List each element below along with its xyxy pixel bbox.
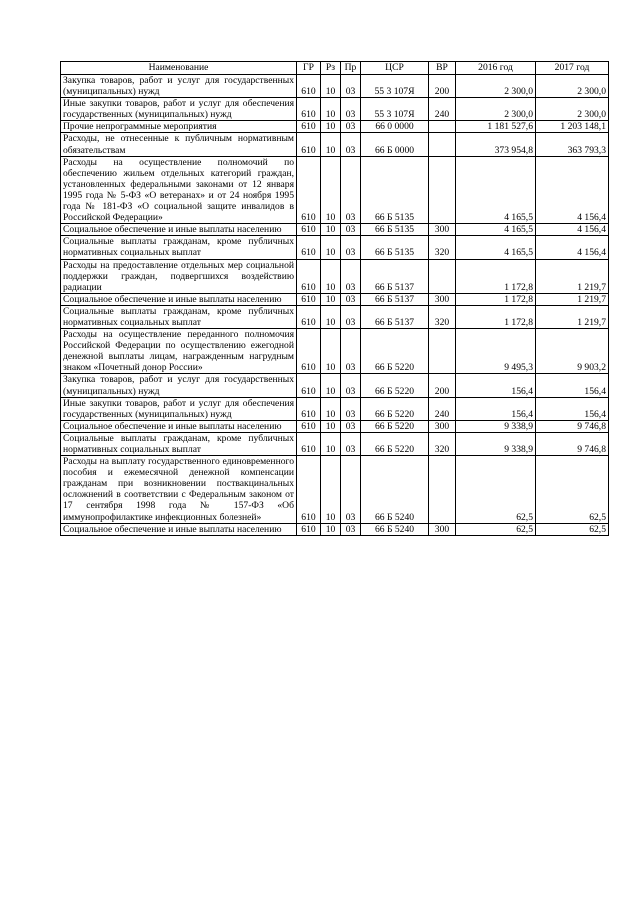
cell-csr: 66 Б 0000 xyxy=(361,133,429,156)
cell-vr: 200 xyxy=(429,75,456,98)
cell-rz: 10 xyxy=(321,523,341,535)
cell-pr: 03 xyxy=(341,420,361,432)
cell-gr: 610 xyxy=(297,259,321,293)
cell-2017: 1 219,7 xyxy=(536,305,609,328)
cell-gr: 610 xyxy=(297,98,321,121)
cell-name: Социальные выплаты гражданам, кроме публичных нормативных социальных выплат xyxy=(61,305,297,328)
table-row xyxy=(61,329,609,374)
cell-pr: 03 xyxy=(341,305,361,328)
cell-2016: 62,5 xyxy=(456,456,536,524)
cell-name: Социальное обеспечение и иные выплаты населению xyxy=(61,293,297,305)
cell-csr: 55 3 107Я xyxy=(361,75,429,98)
cell-csr: 66 Б 5135 xyxy=(361,156,429,224)
cell-pr: 03 xyxy=(341,456,361,524)
cell-vr xyxy=(429,121,456,133)
cell-pr: 03 xyxy=(341,293,361,305)
cell-gr: 610 xyxy=(297,236,321,259)
cell-2016: 9 338,9 xyxy=(456,432,536,455)
cell-vr xyxy=(429,133,456,156)
table-row xyxy=(61,98,609,121)
cell-vr: 320 xyxy=(429,236,456,259)
cell-2016: 156,4 xyxy=(456,397,536,420)
cell-2017: 1 219,7 xyxy=(536,293,609,305)
cell-name: Социальные выплаты гражданам, кроме публичных нормативных социальных выплат xyxy=(61,236,297,259)
table-row xyxy=(61,397,609,420)
header-vr: ВР xyxy=(429,62,456,75)
cell-2017: 9 746,8 xyxy=(536,432,609,455)
cell-gr: 610 xyxy=(297,456,321,524)
cell-name: Расходы на выплату государственного единовременного пособия и ежемесячной денежной компенсации гражданам при возникновении поствакцинальных осложнений в соответствии с Федеральным законом от 17 сентября 1998 года № 157-ФЗ «Об иммунопрофилактике инфекционных болезней» xyxy=(61,456,297,524)
cell-name: Социальное обеспечение и иные выплаты населению xyxy=(61,523,297,535)
cell-csr: 66 Б 5137 xyxy=(361,305,429,328)
cell-name: Социальное обеспечение и иные выплаты населению xyxy=(61,224,297,236)
cell-gr: 610 xyxy=(297,293,321,305)
cell-pr: 03 xyxy=(341,523,361,535)
cell-2016: 4 165,5 xyxy=(456,236,536,259)
cell-vr xyxy=(429,259,456,293)
cell-2017: 2 300,0 xyxy=(536,98,609,121)
cell-2016: 62,5 xyxy=(456,523,536,535)
cell-gr: 610 xyxy=(297,374,321,397)
document-page xyxy=(60,61,608,536)
header-name: Наименование xyxy=(61,62,297,75)
cell-gr: 610 xyxy=(297,420,321,432)
cell-2017: 4 156,4 xyxy=(536,156,609,224)
cell-2016: 9 495,3 xyxy=(456,329,536,374)
cell-2016: 1 181 527,6 xyxy=(456,121,536,133)
cell-pr: 03 xyxy=(341,75,361,98)
cell-name: Социальные выплаты гражданам, кроме публичных нормативных социальных выплат xyxy=(61,432,297,455)
cell-vr: 240 xyxy=(429,98,456,121)
cell-name: Закупка товаров, работ и услуг для государственных (муниципальных) нужд xyxy=(61,75,297,98)
cell-rz: 10 xyxy=(321,374,341,397)
cell-gr: 610 xyxy=(297,432,321,455)
cell-vr xyxy=(429,156,456,224)
table-row xyxy=(61,523,609,535)
table-row xyxy=(61,75,609,98)
cell-pr: 03 xyxy=(341,133,361,156)
cell-rz: 10 xyxy=(321,75,341,98)
cell-2016: 1 172,8 xyxy=(456,259,536,293)
table-header-row xyxy=(61,62,609,75)
cell-2016: 2 300,0 xyxy=(456,98,536,121)
table-body xyxy=(61,75,609,536)
cell-rz: 10 xyxy=(321,224,341,236)
table-row xyxy=(61,420,609,432)
table-row xyxy=(61,224,609,236)
table-row xyxy=(61,456,609,524)
cell-vr: 300 xyxy=(429,523,456,535)
cell-gr: 610 xyxy=(297,523,321,535)
cell-gr: 610 xyxy=(297,224,321,236)
cell-gr: 610 xyxy=(297,133,321,156)
cell-2016: 1 172,8 xyxy=(456,305,536,328)
cell-rz: 10 xyxy=(321,98,341,121)
cell-rz: 10 xyxy=(321,305,341,328)
cell-name: Прочие непрограммные мероприятия xyxy=(61,121,297,133)
table-row xyxy=(61,121,609,133)
cell-csr: 66 Б 5220 xyxy=(361,420,429,432)
cell-pr: 03 xyxy=(341,432,361,455)
cell-csr: 66 Б 5135 xyxy=(361,224,429,236)
table-row xyxy=(61,432,609,455)
cell-csr: 66 Б 5220 xyxy=(361,329,429,374)
cell-vr: 300 xyxy=(429,420,456,432)
cell-vr xyxy=(429,456,456,524)
cell-gr: 610 xyxy=(297,121,321,133)
cell-pr: 03 xyxy=(341,374,361,397)
cell-vr xyxy=(429,329,456,374)
cell-csr: 55 3 107Я xyxy=(361,98,429,121)
cell-rz: 10 xyxy=(321,259,341,293)
cell-rz: 10 xyxy=(321,156,341,224)
cell-2017: 4 156,4 xyxy=(536,224,609,236)
cell-rz: 10 xyxy=(321,432,341,455)
cell-vr: 300 xyxy=(429,293,456,305)
cell-2016: 156,4 xyxy=(456,374,536,397)
cell-name: Социальное обеспечение и иные выплаты населению xyxy=(61,420,297,432)
cell-csr: 66 Б 5135 xyxy=(361,236,429,259)
cell-csr: 66 Б 5220 xyxy=(361,432,429,455)
header-2016: 2016 год xyxy=(456,62,536,75)
cell-2016: 4 165,5 xyxy=(456,156,536,224)
cell-2016: 1 172,8 xyxy=(456,293,536,305)
cell-pr: 03 xyxy=(341,121,361,133)
cell-rz: 10 xyxy=(321,456,341,524)
cell-csr: 66 Б 5220 xyxy=(361,374,429,397)
cell-2017: 156,4 xyxy=(536,397,609,420)
cell-2016: 2 300,0 xyxy=(456,75,536,98)
cell-rz: 10 xyxy=(321,420,341,432)
cell-gr: 610 xyxy=(297,329,321,374)
header-gr: ГР xyxy=(297,62,321,75)
cell-csr: 66 Б 5137 xyxy=(361,293,429,305)
cell-2017: 156,4 xyxy=(536,374,609,397)
budget-table xyxy=(60,61,609,536)
table-row xyxy=(61,156,609,224)
cell-2017: 1 203 148,1 xyxy=(536,121,609,133)
cell-gr: 610 xyxy=(297,305,321,328)
cell-2017: 62,5 xyxy=(536,523,609,535)
cell-name: Иные закупки товаров, работ и услуг для обеспечения государственных (муниципальных) нужд xyxy=(61,397,297,420)
cell-rz: 10 xyxy=(321,236,341,259)
cell-name: Расходы на предоставление отдельных мер социальной поддержки граждан, подвергшихся воздействию радиации xyxy=(61,259,297,293)
cell-vr: 320 xyxy=(429,305,456,328)
cell-pr: 03 xyxy=(341,236,361,259)
cell-2017: 9 746,8 xyxy=(536,420,609,432)
cell-name: Расходы, не отнесенные к публичным нормативным обязательствам xyxy=(61,133,297,156)
cell-2017: 9 903,2 xyxy=(536,329,609,374)
cell-name: Иные закупки товаров, работ и услуг для обеспечения государственных (муниципальных) нужд xyxy=(61,98,297,121)
cell-gr: 610 xyxy=(297,397,321,420)
cell-vr: 200 xyxy=(429,374,456,397)
table-row xyxy=(61,374,609,397)
cell-csr: 66 Б 5220 xyxy=(361,397,429,420)
cell-pr: 03 xyxy=(341,98,361,121)
cell-2017: 62,5 xyxy=(536,456,609,524)
cell-2017: 4 156,4 xyxy=(536,236,609,259)
cell-rz: 10 xyxy=(321,293,341,305)
cell-2017: 363 793,3 xyxy=(536,133,609,156)
header-rz: Рз xyxy=(321,62,341,75)
cell-2017: 2 300,0 xyxy=(536,75,609,98)
cell-gr: 610 xyxy=(297,75,321,98)
cell-csr: 66 Б 5137 xyxy=(361,259,429,293)
cell-name: Закупка товаров, работ и услуг для государственных (муниципальных) нужд xyxy=(61,374,297,397)
table-row xyxy=(61,133,609,156)
table-row xyxy=(61,259,609,293)
table-row xyxy=(61,293,609,305)
cell-2016: 373 954,8 xyxy=(456,133,536,156)
header-pr: Пр xyxy=(341,62,361,75)
cell-vr: 240 xyxy=(429,397,456,420)
cell-vr: 320 xyxy=(429,432,456,455)
table-row xyxy=(61,305,609,328)
cell-rz: 10 xyxy=(321,121,341,133)
header-2017: 2017 год xyxy=(536,62,609,75)
cell-csr: 66 0 0000 xyxy=(361,121,429,133)
cell-csr: 66 Б 5240 xyxy=(361,523,429,535)
cell-pr: 03 xyxy=(341,224,361,236)
cell-rz: 10 xyxy=(321,397,341,420)
cell-rz: 10 xyxy=(321,329,341,374)
cell-csr: 66 Б 5240 xyxy=(361,456,429,524)
cell-name: Расходы на осуществление полномочий по обеспечению жильем отдельных категорий граждан, установленных федеральными законами от 12 января 1995 года № 5-ФЗ «О ветеранах» и от 24 ноября 1995 года № 181-ФЗ «О социальной защите инвалидов в Российской Федерации» xyxy=(61,156,297,224)
cell-2016: 4 165,5 xyxy=(456,224,536,236)
cell-pr: 03 xyxy=(341,156,361,224)
table-row xyxy=(61,236,609,259)
cell-pr: 03 xyxy=(341,259,361,293)
cell-gr: 610 xyxy=(297,156,321,224)
header-csr: ЦСР xyxy=(361,62,429,75)
cell-rz: 10 xyxy=(321,133,341,156)
cell-pr: 03 xyxy=(341,397,361,420)
cell-2016: 9 338,9 xyxy=(456,420,536,432)
cell-pr: 03 xyxy=(341,329,361,374)
cell-2017: 1 219,7 xyxy=(536,259,609,293)
cell-name: Расходы на осуществление переданного полномочия Российской Федерации по осуществлению ежегодной денежной выплаты лицам, награжденным нагрудным знаком «Почетный донор России» xyxy=(61,329,297,374)
cell-vr: 300 xyxy=(429,224,456,236)
